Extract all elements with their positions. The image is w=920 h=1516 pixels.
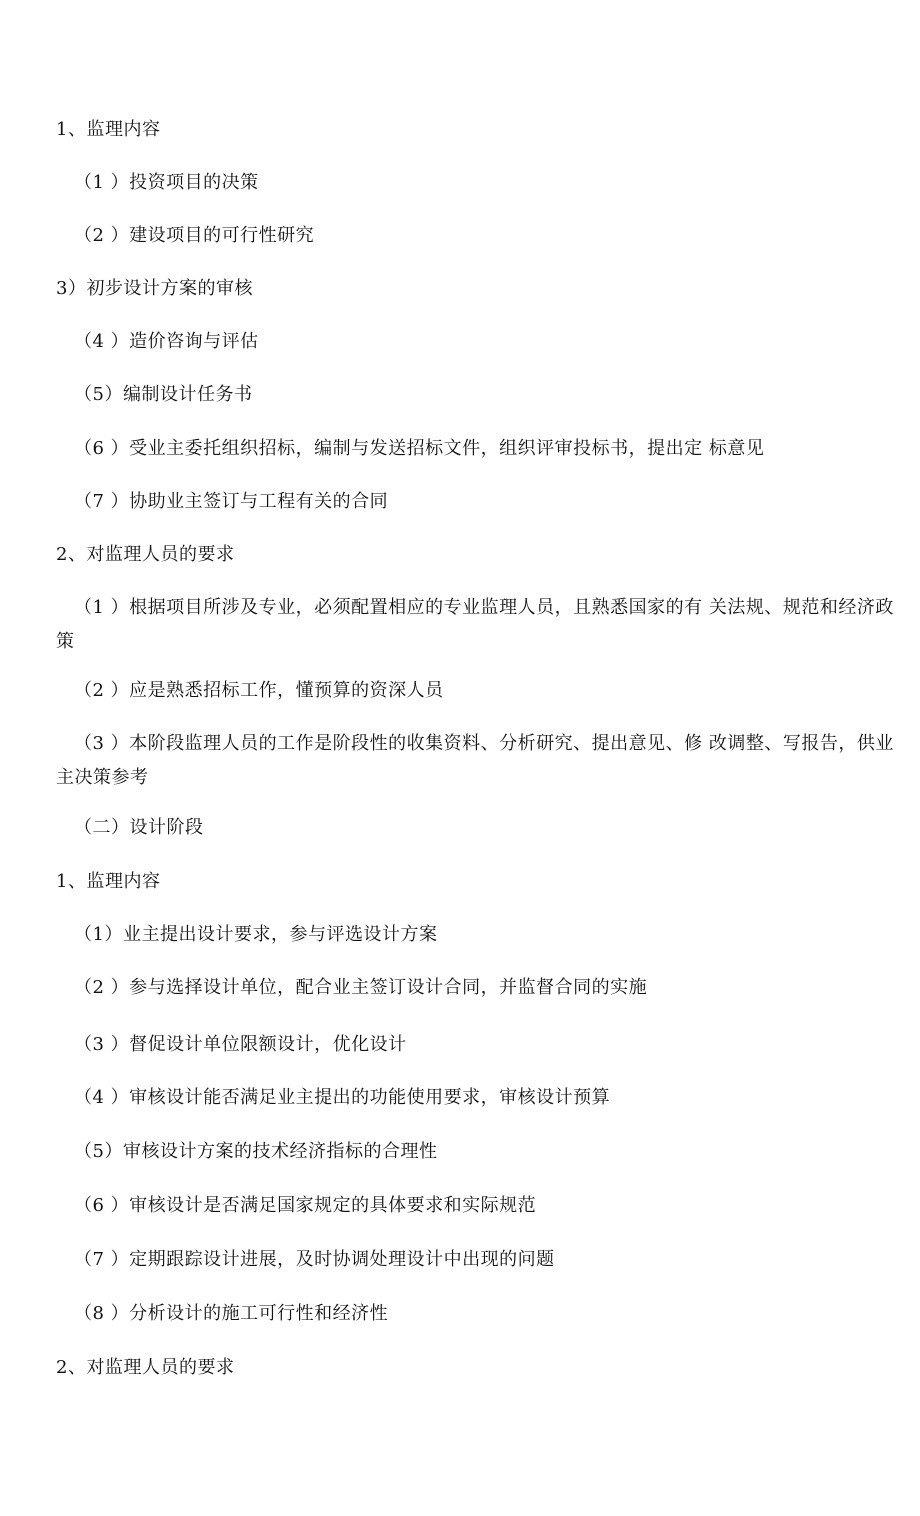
list-item: （2 ）参与选择设计单位，配合业主签订设计合同，并监督合同的实施 (74, 977, 648, 998)
list-item: （1 ）根据项目所涉及专业，必须配置相应的专业监理人员，且熟悉国家的有 关法规、规范和经济政策 (56, 597, 894, 652)
section-heading: （二）设计阶段 (74, 817, 204, 838)
list-item: （6 ）审核设计是否满足国家规定的具体要求和实际规范 (74, 1195, 537, 1216)
list-item: （1 ）投资项目的决策 (74, 172, 259, 193)
list-item: （8 ）分析设计的施工可行性和经济性 (74, 1303, 389, 1324)
list-item: （5）编制设计任务书 (74, 384, 253, 405)
list-item: （2 ）应是熟悉招标工作，懂预算的资深人员 (74, 680, 444, 701)
list-item: （2 ）建设项目的可行性研究 (74, 225, 315, 246)
list-item: （5）审核设计方案的技术经济指标的合理性 (74, 1141, 438, 1162)
list-item: （7 ）定期跟踪设计进展，及时协调处理设计中出现的问题 (74, 1249, 555, 1270)
section-heading: 1、监理内容 (56, 871, 161, 892)
list-item: 3）初步设计方案的审核 (56, 278, 253, 299)
section-heading: 2、对监理人员的要求 (56, 1357, 235, 1378)
list-item: （3 ）督促设计单位限额设计，优化设计 (74, 1034, 407, 1055)
list-item: （3 ）本阶段监理人员的工作是阶段性的收集资料、分析研究、提出意见、修 改调整、写报告，供业主决策参考 (56, 733, 894, 788)
list-item: （7 ）协助业主签订与工程有关的合同 (74, 491, 389, 512)
section-heading: 1、监理内容 (56, 119, 161, 140)
list-item: （6 ）受业主委托组织招标，编制与发送招标文件，组织评审投标书，提出定 标意见 (74, 438, 765, 459)
list-item: （4 ）审核设计能否满足业主提出的功能使用要求，审核设计预算 (74, 1087, 611, 1108)
list-item: （1）业主提出设计要求，参与评选设计方案 (74, 924, 438, 945)
list-item: （4 ）造价咨询与评估 (74, 331, 259, 352)
section-heading: 2、对监理人员的要求 (56, 544, 235, 565)
